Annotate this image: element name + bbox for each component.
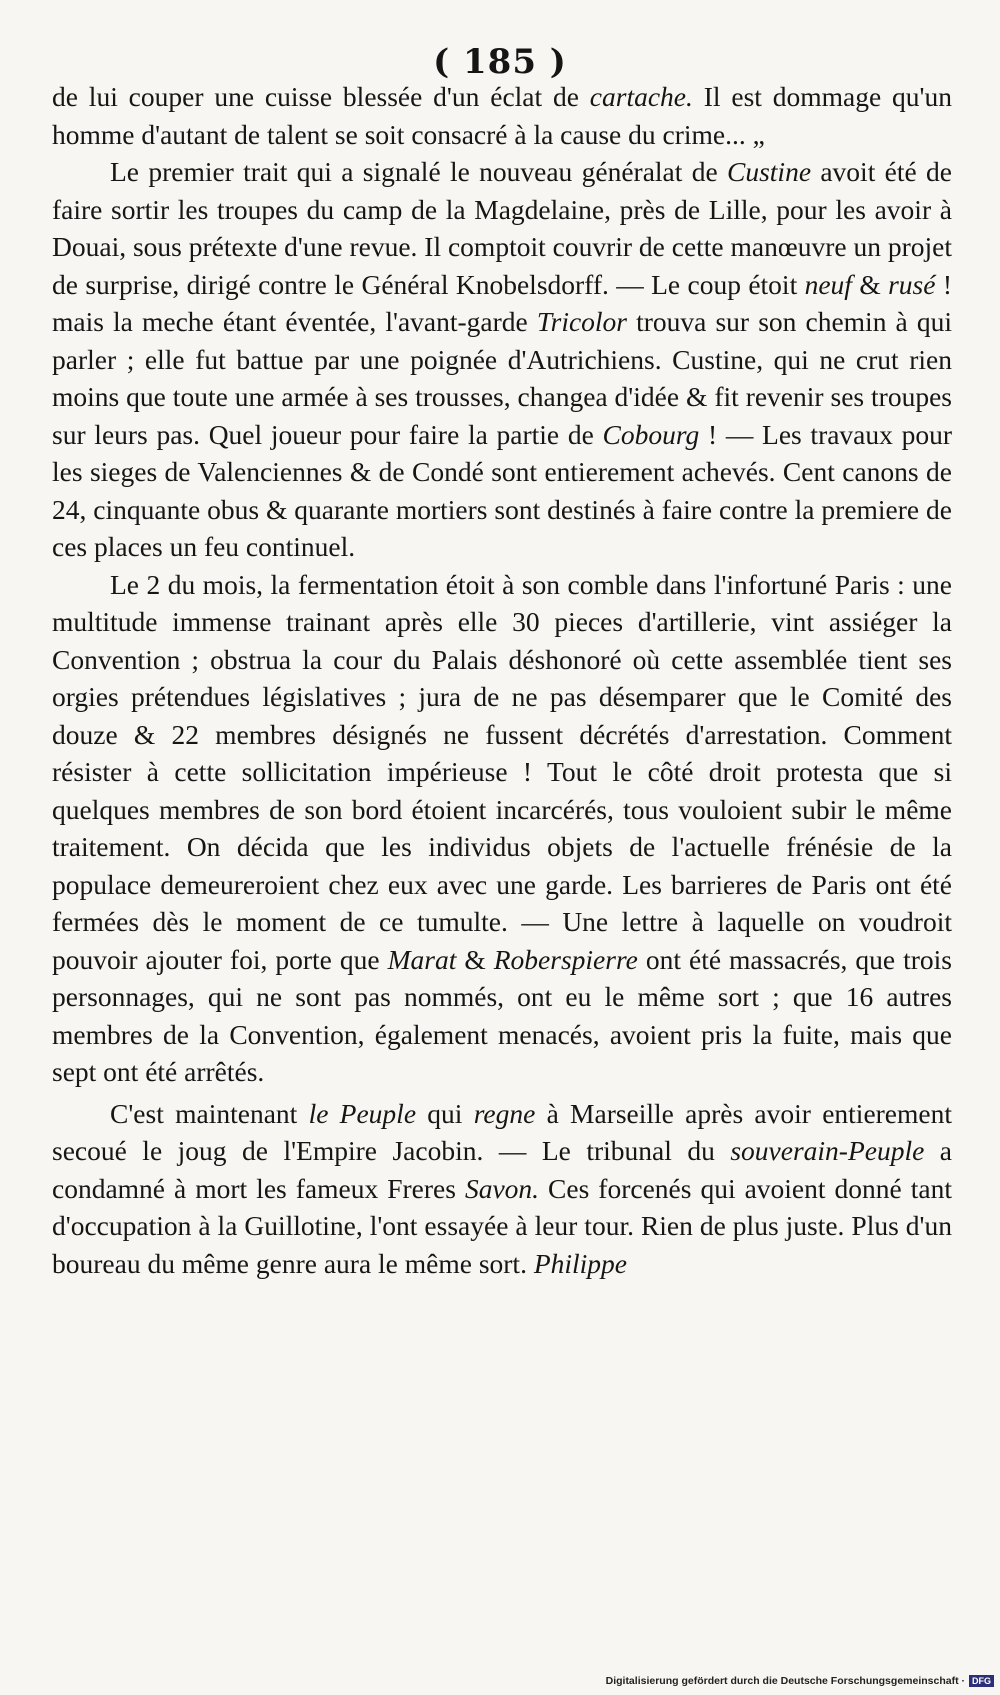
italic-run: Savon. (464, 1172, 540, 1204)
italic-run: Roberspierre (493, 943, 638, 975)
paragraph-1 (52, 78, 952, 153)
text-run: qui (416, 1097, 474, 1129)
dfg-logo-icon: DFG (969, 1675, 994, 1687)
text-run: Ces forcenés qui avoient donné tant d'occupation à la Guillotine, l'ont essayée à leur tour. Rien de plus juste. Plus d'un boureau du même genre aura le même sort. (52, 1172, 952, 1279)
italic-run: Marat (387, 943, 457, 975)
text-run: à Marseille après avoir entierement secoué le joug de l'Empire Jacobin. — Le tribunal du (52, 1097, 952, 1166)
body-text (52, 78, 952, 1282)
italic-run: le Peuple (308, 1097, 417, 1129)
text-run: avoit été de faire sortir les troupes du camp de la Magdelaine, près de Lille, pour les avoir à Douai, sous prétexte d'une revue. Il comptoit couvrir de cette manœuvre un projet de surprise, dirigé contre le Général Knobelsdorff. — Le coup étoit (52, 156, 952, 300)
text-run: Le premier trait qui a signalé le nouveau généralat de (110, 156, 727, 187)
italic-run: Philippe (533, 1247, 628, 1279)
page-number: ( 185 ) (433, 42, 567, 82)
italic-run: Custine (727, 156, 812, 187)
text-run: & (456, 943, 494, 975)
digitization-footer (606, 1675, 994, 1687)
paragraph-3 (52, 566, 952, 1091)
text-run: trouva sur son chemin à qui parler ; elle fut battue par une poignée d'Autrichiens. Custine, qui ne crut rien moins que toute une armée à ses trousses, changea d'idée & fit revenir ses troupes sur leurs pas. Quel joueur pour faire la partie de (52, 306, 953, 450)
italic-run: cartache. (589, 81, 693, 112)
italic-run: regne (473, 1097, 536, 1129)
text-run: & (851, 268, 889, 300)
italic-run: Cobourg (602, 418, 700, 450)
text-run: Le 2 du mois, la fermentation étoit à son comble dans l'infortuné Paris : une multitude immense trainant après elle 30 pieces d'artillerie, vint assiéger la Convention ; obstrua la cour du Palais déshonoré où cette assemblée tient ses orgies prétendues législatives ; jura de ne pas désemparer que le Comité des douze & 22 membres désignés ne fussent décrétés d'arrestation. Comment résister à cette sollicitation impérieuse ! Tout le côté droit protesta que si quelques membres de son bord étoient incarcérés, tous vouloient subir le même traitement. On décida que les individus objets de l'actuelle frénésie de la populace demeureroient chez eux avec une garde. Les barrieres de Paris ont été fermées dès le moment de ce tumulte. — Une lettre à laquelle on voudroit pouvoir ajouter foi, porte que (52, 568, 952, 975)
italic-run: neuf (804, 268, 852, 300)
paragraph-4 (52, 1095, 952, 1283)
italic-run: souverain-Peuple (730, 1135, 925, 1166)
text-run: a condamné à mort les fameux Freres (52, 1135, 952, 1204)
text-run: Il est dommage qu'un homme d'autant de talent se soit consacré à la cause du crime... „ (52, 81, 952, 150)
footer-credit: Digitalisierung gefördert durch die Deutsche Forschungsgemeinschaft · (605, 1675, 965, 1687)
text-run: C'est maintenant (110, 1097, 309, 1129)
italic-run: rusé (888, 268, 936, 300)
paragraph-2 (52, 153, 952, 566)
text-run: ! mais la meche étant éventée, l'avant-garde (52, 268, 953, 337)
italic-run: Tricolor (536, 306, 628, 337)
text-run: ! — Les travaux pour les sieges de Valenciennes & de Condé sont entierement achevés. Cent canons de 24, cinquante obus & quarante mortiers sont destinés à faire contre la premiere de ces places un feu continuel. (52, 418, 952, 562)
text-run: de lui couper une cuisse blessée d'un éclat de (52, 81, 590, 112)
text-run: ont été massacrés, que trois personnages, qui ne sont pas nommés, ont eu le même sort ; que 16 autres membres de la Convention, également menacés, avoient pris la fuite, mais que sept ont été arrêtés. (52, 943, 953, 1087)
